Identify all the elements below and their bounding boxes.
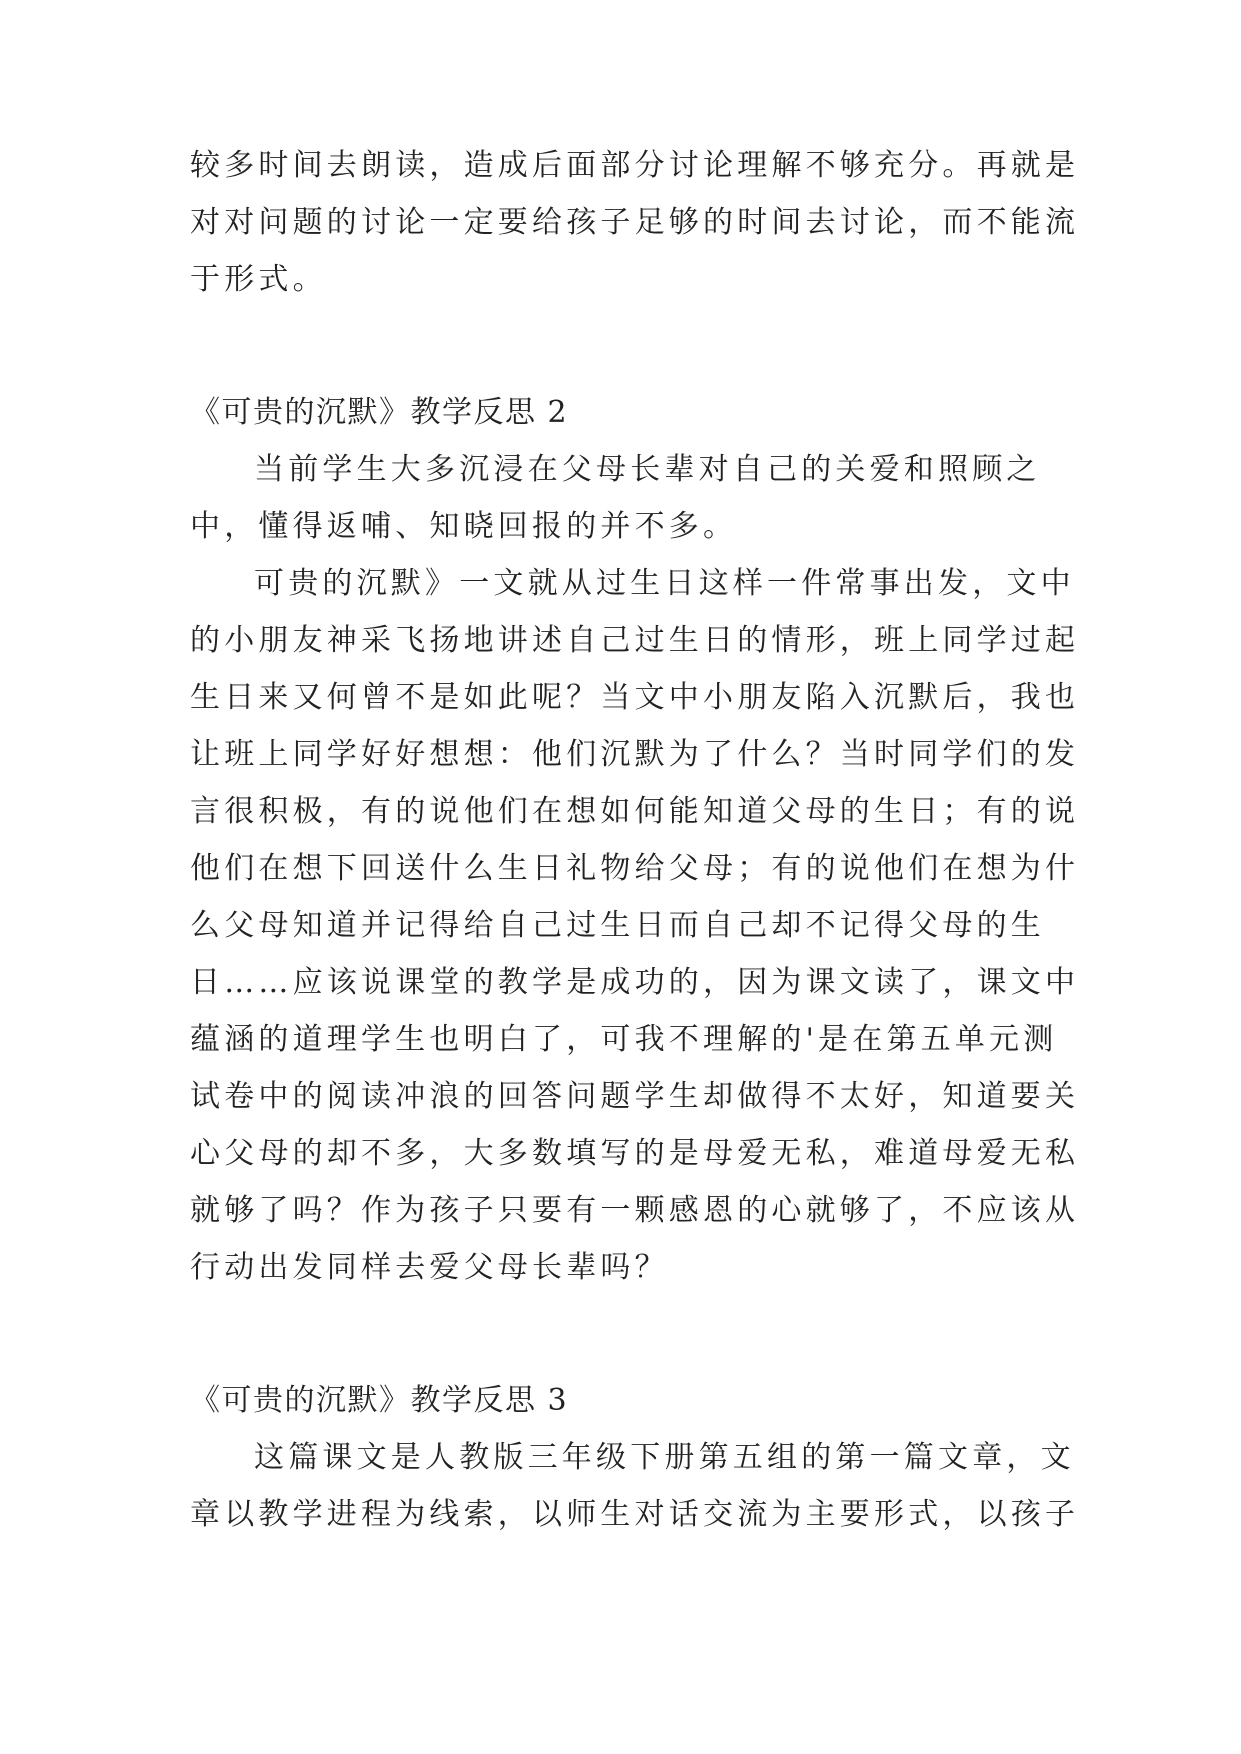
paragraph-line: 章以教学进程为线索，以师生对话交流为主要形式，以孩子	[190, 1497, 1080, 1532]
paragraph-line: 中，懂得返哺、知晓回报的并不多。	[190, 509, 738, 544]
paragraph-line: 言很积极，有的说他们在想如何能知道父母的生日；有的说	[190, 794, 1080, 829]
paragraph-line: 蕴涵的道理学生也明白了，可我不理解的'是在第五单元测	[190, 1022, 1058, 1057]
paragraph-line: 么父母知道并记得给自己过生日而自己却不记得父母的生	[190, 908, 1045, 943]
paragraph-line: 对对问题的讨论一定要给孩子足够的时间去讨论，而不能流	[190, 205, 1080, 240]
paragraph-line: 心父母的却不多，大多数填写的是母爱无私，难道母爱无私	[190, 1136, 1080, 1171]
paragraph-line: 较多时间去朗读，造成后面部分讨论理解不够充分。再就是	[190, 148, 1080, 183]
paragraph-line: 这篇课文是人教版三年级下册第五组的第一篇文章，文	[254, 1440, 1075, 1475]
section-heading: 《可贵的沉默》教学反思 3	[190, 1383, 569, 1418]
section-heading: 《可贵的沉默》教学反思 2	[190, 395, 569, 430]
paragraph-line: 行动出发同样去爱父母长辈吗？	[190, 1250, 669, 1285]
paragraph-line: 就够了吗？作为孩子只要有一颗感恩的心就够了，不应该从	[190, 1193, 1080, 1228]
paragraph-line: 于形式。	[190, 262, 327, 297]
paragraph-line: 他们在想下回送什么生日礼物给父母；有的说他们在想为什	[190, 851, 1080, 886]
paragraph-line: 让班上同学好好想想：他们沉默为了什么？当时同学们的发	[190, 737, 1080, 772]
paragraph-line: 可贵的沉默》一文就从过生日这样一件常事出发，文中	[254, 566, 1075, 601]
paragraph-line: 的小朋友神采飞扬地讲述自己过生日的情形，班上同学过起	[190, 623, 1080, 658]
paragraph-line: 生日来又何曾不是如此呢？当文中小朋友陷入沉默后，我也	[190, 680, 1080, 715]
paragraph-line: 日……应该说课堂的教学是成功的，因为课文读了，课文中	[190, 965, 1080, 1000]
paragraph-line: 当前学生大多沉浸在父母长辈对自己的关爱和照顾之	[254, 452, 1041, 487]
paragraph-line: 试卷中的阅读冲浪的回答问题学生却做得不太好，知道要关	[190, 1079, 1080, 1114]
